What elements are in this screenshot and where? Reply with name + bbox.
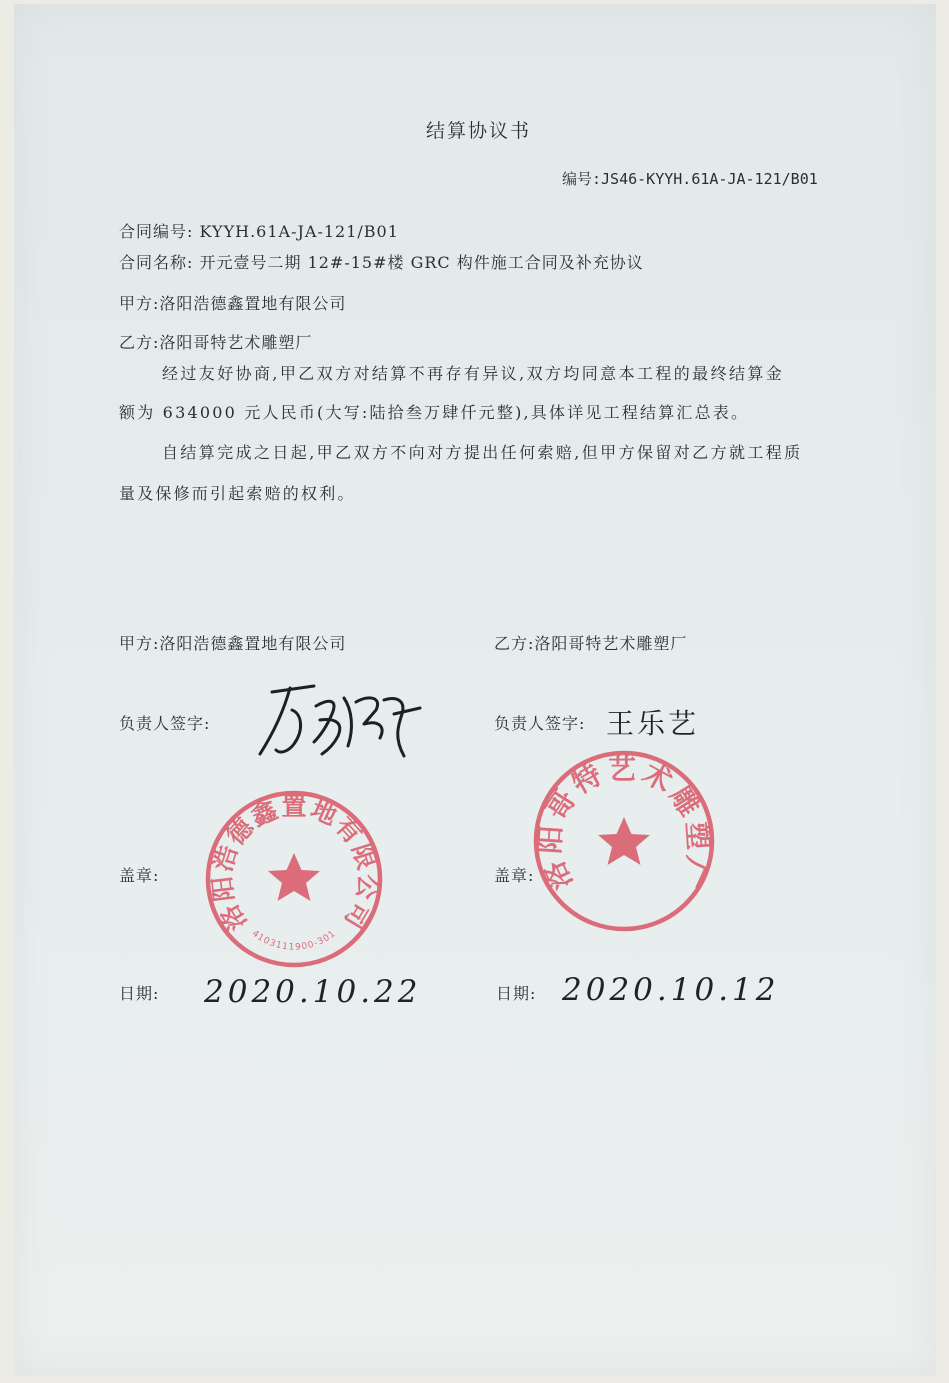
left-stamp-star-icon — [268, 853, 320, 901]
right-stamp-text: 洛阳哥特艺术雕塑厂 — [533, 752, 715, 895]
right-sign-label: 负责人签字: — [494, 714, 586, 733]
left-seal-label: 盖章: — [119, 866, 160, 885]
party-b: 乙方:洛阳哥特艺术雕塑厂 — [119, 333, 313, 352]
left-party: 甲方:洛阳浩德鑫置地有限公司 — [119, 634, 347, 653]
party-a: 甲方:洛阳浩德鑫置地有限公司 — [119, 294, 347, 313]
paragraph-1-line-1: 经过友好协商,甲乙双方对结算不再存有异议,双方均同意本工程的最终结算金 — [162, 364, 785, 383]
right-seal-label: 盖章: — [494, 866, 535, 885]
doc-title: 结算协议书 — [426, 120, 532, 142]
left-stamp-code: 4103111900-301 — [249, 928, 339, 953]
right-company-stamp — [530, 747, 718, 935]
right-date-label: 日期: — [496, 984, 537, 1003]
document-page — [14, 4, 936, 1376]
right-date-value: 2020.10.12 — [562, 972, 780, 1008]
svg-text:4103111900-301 — [250, 929, 338, 953]
right-stamp-star-icon — [598, 817, 650, 865]
left-date-value: 2020.10.22 — [204, 974, 422, 1010]
left-signature-scribble — [244, 680, 434, 770]
left-company-stamp — [202, 787, 386, 971]
contract-number: 合同编号: KYYH.61A-JA-121/B01 — [119, 222, 399, 241]
left-sign-label: 负责人签字: — [119, 714, 211, 733]
left-date-label: 日期: — [119, 984, 160, 1003]
paragraph-2-line-1: 自结算完成之日起,甲乙双方不向对方提出任何索赔,但甲方保留对乙方就工程质 — [162, 443, 803, 462]
paragraph-2-line-2: 量及保修而引起索赔的权利。 — [119, 484, 356, 503]
left-stamp-text: 洛阳浩德鑫置地有限公司 — [207, 792, 383, 936]
contract-name: 合同名称: 开元壹号二期 12#-15#楼 GRC 构件施工合同及补充协议 — [119, 253, 644, 272]
right-signature: 王乐艺 — [606, 707, 700, 740]
doc-number: 编号:JS46-KYYH.61A-JA-121/B01 — [562, 170, 818, 188]
right-party: 乙方:洛阳哥特艺术雕塑厂 — [494, 634, 688, 653]
paragraph-1-line-2: 额为 634000 元人民币(大写:陆拾叁万肆仟元整),具体详见工程结算汇总表。 — [119, 403, 750, 422]
